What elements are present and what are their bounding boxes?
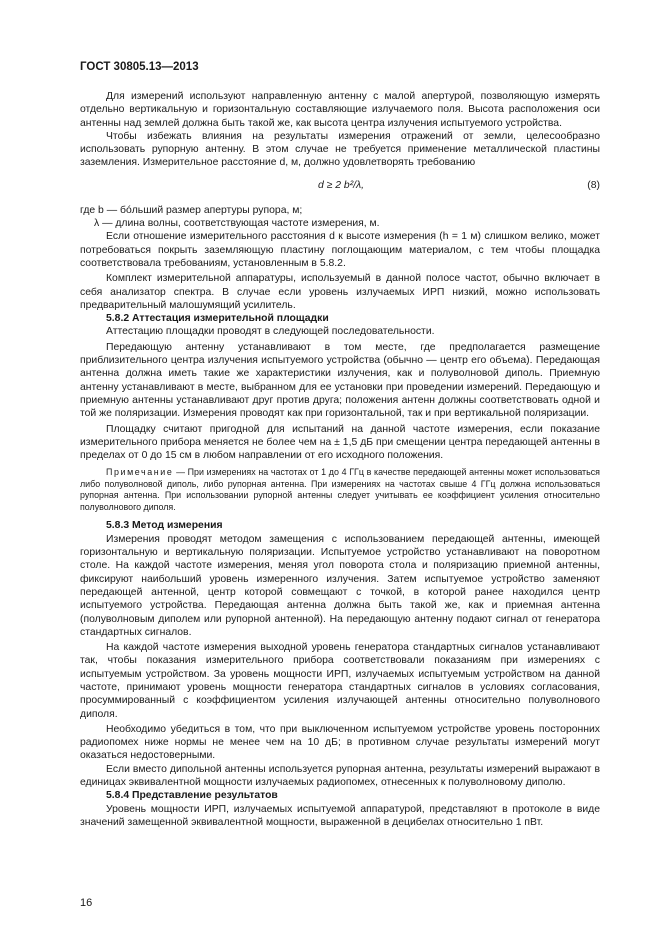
note xyxy=(80,467,600,513)
paragraph: Если вместо дипольной антенны используется рупорная антенна, результаты измерений выражают в единицах эквивалентной мощности излучаемых радиопомех, отнесенных к полуволновому диполю. xyxy=(80,763,600,789)
paragraph: Чтобы избежать влияния на результаты измерения отражений от земли, целесообразно использовать рупорную антенну. В этом случае не требуется применение металлической пластины заземления. Измерительное расстояние d, м, должно удовлетворять требованию xyxy=(80,130,600,169)
paragraph: Если отношение измерительного расстояния d к высоте измерения (h = 1 м) слишком велико, может потребоваться покрыть заземляющую пластину поглощающим материалом, с тем чтобы площадка соответствовала требованиям, установленным в 5.8.2. xyxy=(80,231,600,269)
paragraph: Комплект измерительной аппаратуры, используемый в данной полосе частот, обычно включает в себя анализатор спектра. В случае если уровень излучаемых ИРП низкий, можно использовать предварительный малошумящий усилитель. xyxy=(80,273,600,311)
section-heading: 5.8.2 Аттестация измерительной площадки xyxy=(106,313,329,325)
paragraph: Аттестацию площадки проводят в следующей последовательности. xyxy=(106,326,435,338)
document-header: ГОСТ 30805.13—2013 xyxy=(80,61,199,73)
formula-block xyxy=(80,179,600,192)
paragraph: Необходимо убедиться в том, что при выключенном испытуемом устройстве уровень посторонних радиопомех ниже нормы не менее чем на 10 дБ; в противном случае результаты измерений могут оказаться недостоверными. xyxy=(80,723,600,762)
page-number: 16 xyxy=(80,897,93,909)
paragraph: Передающую антенну устанавливают в том месте, где предполагается размещение приблизительного центра излучения испытуемого устройства (обычно — центр его объема). Передающая антенна должна иметь такие же характеристики излучения, как и полуволновой диполь. Приемную антенну устанавливают в месте, выбранном для ее установки при проведении измерений. Передающую и приемную антенны устанавливают друг против друга; положения антенн должны соответствовать одной и той же поляризации. Измерения проводят как при горизонтальной, так и при вертикальной поляризации. xyxy=(80,341,600,420)
paragraph: Измерения проводят методом замещения с использованием передающей антенны, имеющей горизонтальную и вертикальную поляризации. Испытуемое устройство устанавливают на поворотном столе. На каждой частоте измерения, меняя угол поворота стола и поляризацию приемной антенны, фиксируют наибольший уровень измеренного излучения. Затем испытуемое устройство заменяют передающей антенной, центр которой совмещают с точкой, в которой ранее находился центр испытуемого устройства. Передающая антенна должна быть такой же, как и приемная антенна (полуволновым диполем или рупорной антенной). На передающую антенну подают сигнал от генератора стандартных сигналов. xyxy=(80,533,600,638)
note-label: Примечание xyxy=(106,467,174,478)
formula-number: (8) xyxy=(587,179,600,191)
section-heading: 5.8.4 Представление результатов xyxy=(106,790,278,802)
paragraph: Уровень мощности ИРП, излучаемых испытуемой аппаратурой, представляют в протоколе в виде значений замещенной эквивалентной мощности, выраженной в децибелах относительно 1 пВт. xyxy=(80,803,600,828)
section-heading: 5.8.3 Метод измерения xyxy=(106,520,223,532)
note-text: — При измерениях на частотах от 1 до 4 ГГц в качестве передающей антенны может использоваться либо полуволновой диполь, либо рупорная антенна. При измерениях на частотах свыше 4 ГГц должна использоваться рупорная антенна. При использовании рупорной антенны следует учитывать ее коэффициент усиления относительно полуволнового диполя. xyxy=(80,467,600,512)
document-body xyxy=(80,90,600,829)
paragraph: Для измерений используют направленную антенну с малой апертурой, позволяющую измерять отдельно вертикальную и горизонтальную составляющие излучаемого поля. Высота расположения оси антенны над землей должна быть такой же, как высота центра излучения испытуемого устройства. xyxy=(80,91,600,129)
paragraph: На каждой частоте измерения выходной уровень генератора стандартных сигналов устанавливают так, чтобы показания измерительного прибора соответствовали показаниям при измерениях с испытуемым устройством. За уровень мощности ИРП, излучаемых испытуемым устройством на данной частоте, принимают уровень мощности генератора стандартных сигналов в условиях согласования, просуммированный с коэффициентом усиления излучающей антенны относительно полуволнового диполя. xyxy=(80,642,600,720)
where-clause: где b — бóльший размер апертуры рупора, м; xyxy=(80,204,303,216)
where-clause: λ — длина волны, соответствующая частоте измерения, м. xyxy=(94,218,380,230)
formula: d ≥ 2 b²/λ, xyxy=(318,179,365,191)
paragraph: Площадку считают пригодной для испытаний на данной частоте измерения, если показание измерительного прибора меняется не более чем на ± 1,5 дБ при смещении центра передающей антенны в пределах от 0 до 15 см в любом направлении от его исходного положения. xyxy=(80,423,600,462)
